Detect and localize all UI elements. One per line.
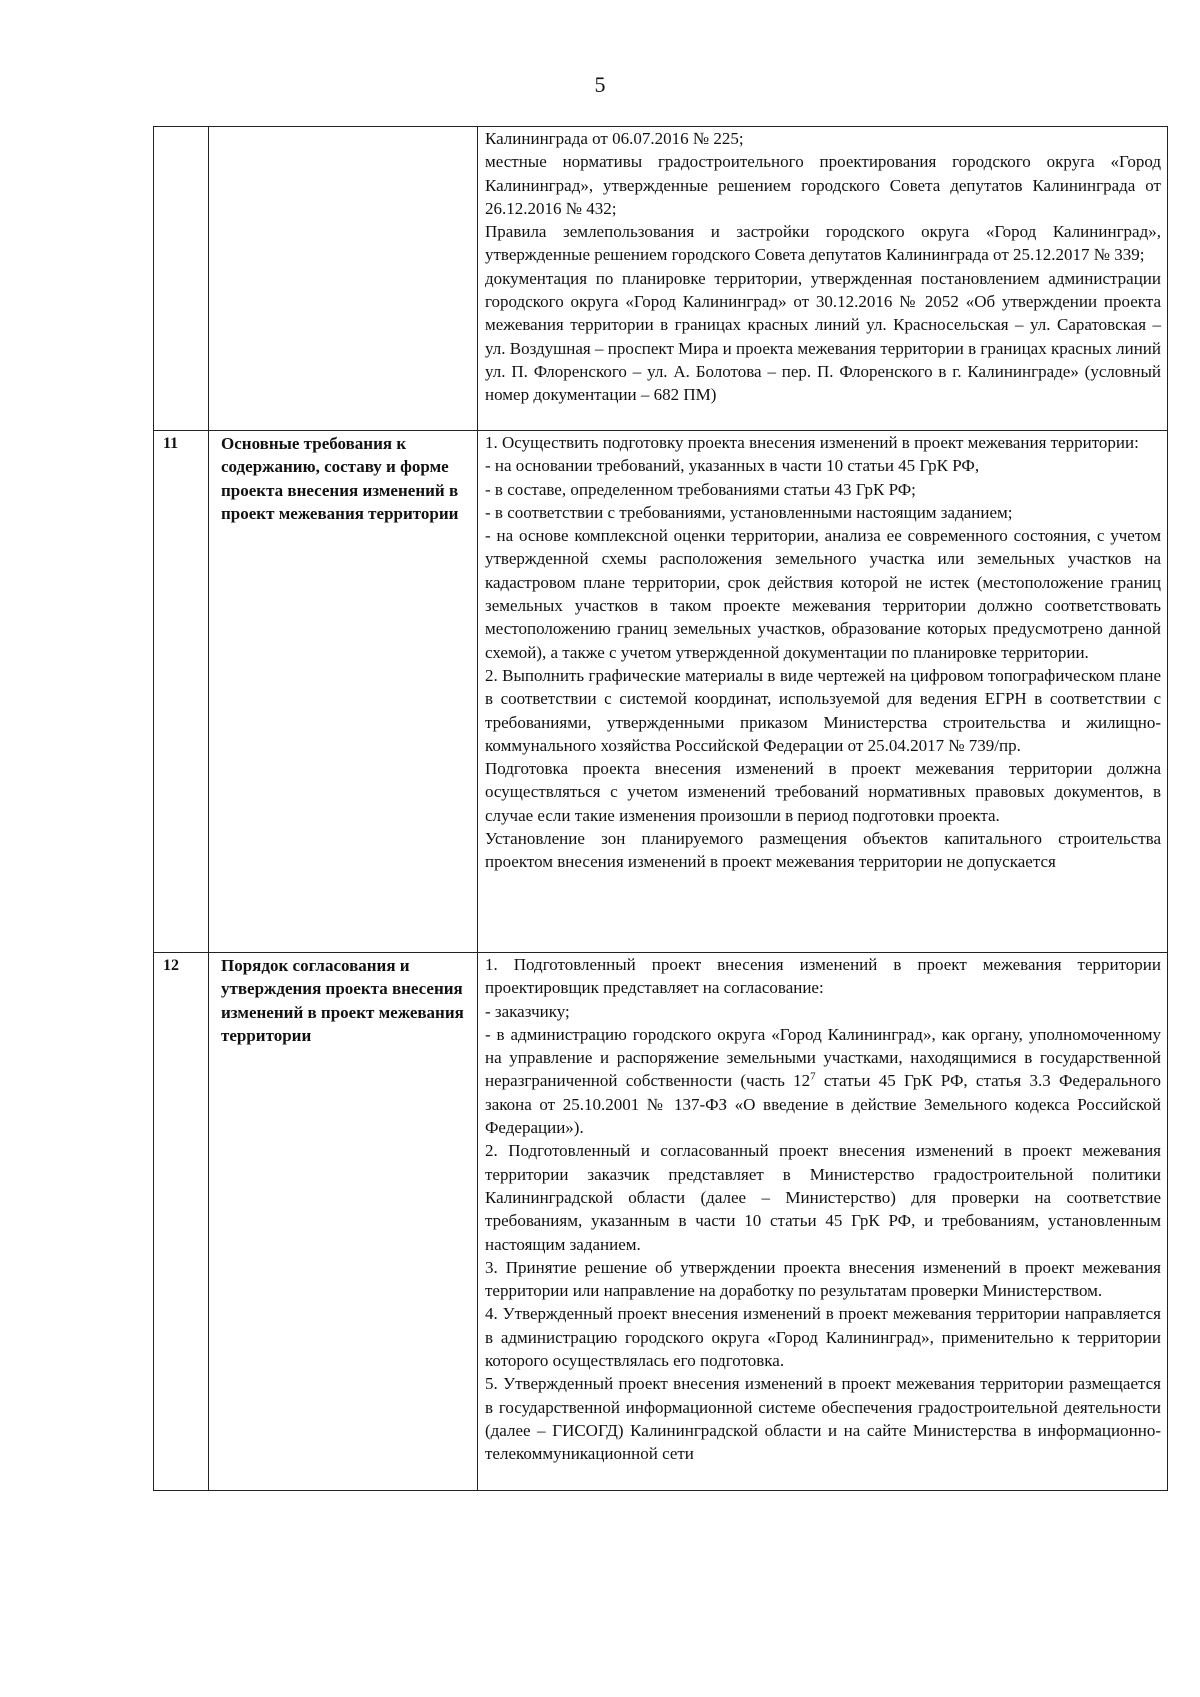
paragraph: Подготовка проекта внесения изменений в проект межевания территории должна осуществляться с учетом изменений требований нормативных правовых документов, в случае если такие изменения произошли в период подготовки проекта. (485, 759, 1161, 825)
paragraph: документация по планировке территории, утвержденная постановлением администрации городского округа «Город Калининград» от 30.12.2016 № 2052 «Об утверждении проекта межевания территории в границах красных линий ул. Красносельская – ул. Саратовская – ул. Воздушная – проспект Мира и проекта межевания территории в границах красных линий ул. П. Флоренского – ул. А. Болотова – пер. П. Флоренского в г. Калининграде» (условный номер документации – 682 ПМ) (485, 268, 1161, 405)
row-content (478, 953, 1168, 1491)
paragraph: местные нормативы градостроительного проектирования городского округа «Город Калининград», утвержденные решением городского Совета депутатов Калининграда от 26.12.2016 № 432; (485, 152, 1161, 218)
paragraph: 2. Подготовленный и согласованный проект внесения изменений в проект межевания территории заказчик представляет в Министерство градостроительной политики Калининградской области (далее – Министерство) для проверки на соответствие требованиям, указанным в части 10 статьи 45 ГрК РФ, и требованиям, установленным настоящим заданием. (485, 1141, 1161, 1254)
row-title: Основные требования к содержанию, составу и форме проекта внесения изменений в проект межевания территории (209, 431, 478, 953)
paragraph: - в соответствии с требованиями, установленными настоящим заданием; (485, 502, 1013, 522)
paragraph: 4. Утвержденный проект внесения изменений в проект межевания территории направляется в администрацию городского округа «Город Калининград», применительно к территории которого осуществлялась его подготовка. (485, 1304, 1161, 1371)
paragraph: 1. Осуществить подготовку проекта внесения изменений в проект межевания территории: (485, 433, 1139, 452)
row-title (209, 127, 478, 431)
page-number: 5 (594, 72, 606, 97)
table-row (154, 127, 1168, 431)
paragraph: - заказчику; (485, 1001, 570, 1021)
row-number: 12 (154, 953, 209, 1491)
paragraph: - на основе комплексной оценки территории, анализа ее современного состояния, с учетом утвержденной схемы расположения земельного участка или земельных участков на кадастровом плане территории, срок действия которой не истек (местоположение границ земельных участков в таком проекте межевания территории должно соответствовать местоположению границ земельных участков, образование которых предусмотрено данной схемой), а также с учетом утвержденной документации по планировке территории. (485, 526, 1161, 662)
paragraph: - в составе, определенном требованиями статьи 43 ГрК РФ; (485, 479, 916, 499)
paragraph: 5. Утвержденный проект внесения изменений в проект межевания территории размещается в государственной информационной системе обеспечения градостроительной деятельности (далее – ГИСОГД) Калининградской области и на сайте Министерства в информационно-телекоммуникационной сети (485, 1374, 1161, 1464)
paragraph: 1. Подготовленный проект внесения изменений в проект межевания территории проектировщик представляет на согласование: (485, 955, 1161, 998)
paragraph: 3. Принятие решение об утверждении проекта внесения изменений в проект межевания территории или направление на доработку по результатам проверки Министерством. (485, 1257, 1161, 1301)
row-content (478, 431, 1168, 953)
superscript: 7 (810, 1070, 816, 1083)
paragraph-text: статьи 45 ГрК РФ, статья 3.3 Федерального закона от 25.10.2001 № 137-ФЗ «О введение в действие Земельного кодекса Российской Федерации»). (485, 1071, 1161, 1138)
paragraph: 2. Выполнить графические материалы в виде чертежей на цифровом топографическом плане в соответствии с системой координат, используемой для ведения ЕГРН в соответствии с требованиями, утвержденными приказом Министерства строительства и жилищно-коммунального хозяйства Российской Федерации от 25.04.2017 № 739/пр. (485, 665, 1161, 755)
paragraph (485, 1023, 1161, 1139)
paragraph: Калининграда от 06.07.2016 № 225; (485, 129, 744, 148)
requirements-table (153, 126, 1168, 1491)
row-title: Порядок согласования и утверждения проекта внесения изменений в проект межевания территории (209, 953, 478, 1491)
row-number (154, 127, 209, 431)
paragraph: Установление зон планируемого размещения объектов капитального строительства проектом внесения изменений в проект межевания территории не допускается (485, 829, 1161, 872)
paragraph: Правила землепользования и застройки городского округа «Город Калининград», утвержденные решением городского Совета депутатов Калининграда от 25.12.2017 № 339; (485, 222, 1161, 265)
row-content (478, 127, 1168, 431)
paragraph-text: - в администрацию городского округа «Город Калининград», как органу, уполномоченному на управление и распоряжение земельными участками, находящимися в государственной неразграниченной собственности (часть 12 (485, 1024, 1161, 1091)
table-row (154, 431, 1168, 953)
table-row (154, 953, 1168, 1491)
row-number: 11 (154, 431, 209, 953)
paragraph: - на основании требований, указанных в части 10 статьи 45 ГрК РФ, (485, 456, 980, 476)
